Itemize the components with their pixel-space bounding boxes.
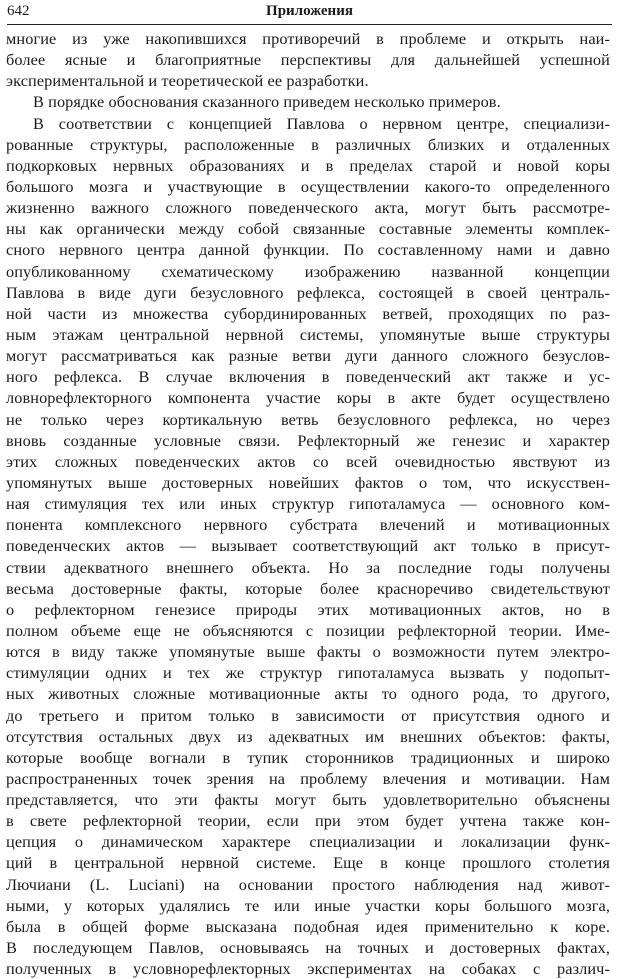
text-line: В порядке обоснования сказанного приведем несколько примеров. bbox=[33, 92, 501, 112]
text-line: рованные структуры, расположенные в различных близких и отдаленных bbox=[6, 134, 610, 154]
text-line: сного нервного центра данной функции. По составленному нами и давно bbox=[6, 240, 610, 260]
text-line: большого мозга и участвующие в осуществлении какого-то определенного bbox=[6, 176, 610, 196]
text-line: упомянутых выше достоверных новейших фактов о том, что искусствен- bbox=[6, 472, 610, 492]
text-line: распространенных точек зрения на проблему влечения и мотивации. Нам bbox=[6, 768, 610, 788]
text-line: весьма достоверные факты, которые более красноречиво свидетельствуют bbox=[6, 578, 610, 598]
page-header bbox=[7, 2, 612, 25]
text-line: В последующем Павлов, основываясь на точных и достоверных фактах, bbox=[6, 938, 610, 958]
text-line: подкорковых нервных образованиях и в пределах старой и новой коры bbox=[6, 155, 610, 175]
text-line: ловнорефлекторного компонента участие коры в акте будет осуществлено bbox=[6, 388, 610, 408]
text-line: экспериментальной и теоретической ее разработки. bbox=[6, 71, 369, 91]
body-text bbox=[6, 28, 610, 979]
text-line: ного рефлекса. В случае включения в поведенческий акт также и ус- bbox=[6, 367, 610, 387]
text-line: ны как органически между собой связанные составные элементы комплек- bbox=[6, 219, 610, 239]
text-line: стимуляции одних и тех же структур гипоталамуса вызвать у подопыт- bbox=[6, 663, 610, 683]
text-line: этих сложных поведенческих актов со всей очевидностью явствуют из bbox=[6, 451, 610, 471]
text-line: понента комплексного нервного субстрата влечений и мотивационных bbox=[6, 515, 610, 535]
text-line: более ясные и благоприятные перспективы для дальнейшей успешной bbox=[6, 50, 610, 70]
text-line: В соответствии с концепцией Павлова о нервном центре, специализи- bbox=[33, 113, 610, 133]
text-line: Лючиани (L. Luciani) на основании простого наблюдения над живот- bbox=[6, 874, 610, 894]
text-line: ются в виду также упомянутые выше факты о возможности путем электро- bbox=[6, 642, 610, 662]
text-line: Павлова в виде дуги безусловного рефлекса, состоящей в своей централь- bbox=[6, 282, 610, 302]
text-line: представляется, что эти факты могут быть удовлетворительно объяснены bbox=[6, 790, 610, 810]
text-line: в свете рефлекторной теории, если при этом будет учтена также кон- bbox=[6, 811, 610, 831]
text-line: отсутствия остальных двух из адекватных им внешних объектов: факты, bbox=[6, 726, 610, 746]
text-line: могут рассматриваться как разные ветви дуги данного сложного безуслов- bbox=[6, 346, 610, 366]
text-line: ным этажам центральной нервной системы, упомянутые выше структуры bbox=[6, 324, 610, 344]
text-line: опубликованному схематическому изображению названной концепции bbox=[6, 261, 610, 281]
text-line: не только через кортикальную ветвь безусловного рефлекса, но через bbox=[6, 409, 610, 429]
text-line: многие из уже накопившихся противоречий в проблеме и открыть наи- bbox=[6, 29, 610, 48]
text-line: жизненно важного сложного поведенческого акта, могут быть рассмотре- bbox=[6, 198, 610, 218]
text-line: ной части из множества субординированных ветвей, проходящих по раз- bbox=[6, 303, 610, 323]
text-line: ная стимуляция тех или иных структур гипоталамуса — основного ком- bbox=[6, 494, 610, 514]
text-line: была в общей форме высказана подобная идея применительно к коре. bbox=[6, 916, 610, 936]
text-line: ствии адекватного внешнего объекта. Но за последние годы получены bbox=[6, 557, 610, 577]
text-line: которые вообще вогнали в тупик сторонников традиционных и широко bbox=[6, 747, 610, 767]
page-number: 642 bbox=[7, 3, 30, 19]
text-line: поведенческих актов — вызывает соответствующий акт только в присут- bbox=[6, 536, 610, 556]
text-line: вновь созданные условные связи. Рефлекторный же генезис и характер bbox=[6, 430, 610, 450]
text-line: ных животных сложные мотивационные акты то одного рода, то другого, bbox=[6, 684, 610, 704]
running-title: Приложения bbox=[266, 3, 353, 19]
text-line: полном объеме еще не объясняются с позиции рефлекторной теории. Име- bbox=[6, 620, 610, 640]
text-line: цепция о динамическом характере специализации и локализации функ- bbox=[6, 832, 610, 852]
text-line: ными, у которых удалялись те или иные участки коры большого мозга, bbox=[6, 895, 610, 915]
text-line: ций в центральной нервной системе. Еще в конце прошлого столетия bbox=[6, 853, 610, 873]
text-line: полученных в условнорефлекторных экспериментах на собаках с различ- bbox=[6, 959, 610, 979]
text-line: о рефлекторном генезисе природы этих мотивационных актов, но в bbox=[6, 599, 610, 619]
text-line: до третьего и притом только в зависимости от присутствия одного и bbox=[6, 705, 610, 725]
